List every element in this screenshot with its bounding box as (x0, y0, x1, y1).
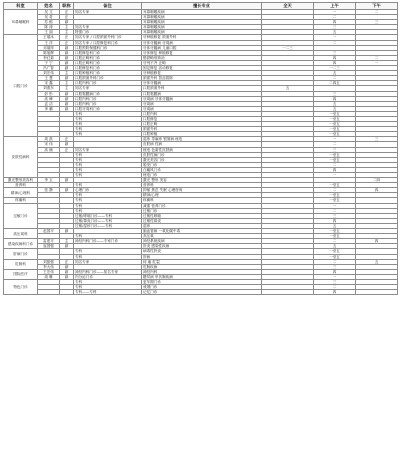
header-afternoon: 下午 (356, 3, 398, 10)
note-cell: 口腔修复科门诊 (74, 50, 142, 55)
note-cell: 专科 (74, 122, 142, 127)
morning-cell: 一至五 (314, 254, 356, 259)
morning-cell: 三 (314, 91, 356, 96)
doctor-title-cell: 副 (60, 106, 74, 111)
doctor-name-cell: 张 静 (38, 188, 60, 193)
header-row (4, 3, 398, 10)
doctor-name-cell (38, 290, 60, 295)
doctor-name-cell: 邓瑞萍 (38, 45, 60, 50)
doctor-name-cell: 宋 伟 (38, 142, 60, 147)
note-cell: 口腔黏膜病门诊 (74, 91, 142, 96)
morning-cell: 四 (314, 20, 356, 25)
doctor-name-cell: 刘宏伟 (38, 71, 60, 76)
morning-cell: 一至五 (314, 127, 356, 132)
specialty-cell: 牙种植修复 (142, 71, 262, 76)
department-cell: 感染疾病科门诊 (4, 239, 38, 249)
specialty-cell: 固定修复 活动修复 (142, 66, 262, 71)
table-header (4, 3, 398, 10)
morning-cell: 五 (314, 106, 356, 111)
specialty-cell: 肛肠疾病 (142, 264, 262, 269)
note-cell: 口腔牙周科门诊 (74, 106, 142, 111)
morning-cell: 一至五 (314, 229, 356, 234)
doctor-title-cell: 主 (60, 239, 74, 244)
doctor-title-cell: 主 (60, 86, 74, 91)
doctor-name-cell: 李 玉 (38, 178, 60, 183)
morning-cell: 一至五 (314, 193, 356, 198)
specialty-cell: 牙体牙髓病 儿童口腔 (142, 45, 262, 50)
specialty-cell: 更年期门诊 (142, 279, 262, 284)
afternoon-cell: 四 (356, 188, 398, 193)
specialty-cell: 脑血管病 一氧化碳中毒 (142, 229, 262, 234)
specialty-cell: 耳鼻咽喉疾病 (142, 25, 262, 30)
doctor-name-cell: 崔国强 (38, 244, 60, 249)
header-note: 备注 (74, 3, 142, 10)
note-cell: 神经内科门诊——知名专家 (74, 269, 142, 274)
department-cell: 激光整形美容科 (4, 178, 38, 183)
specialty-cell: 湿疹 荨麻疹 银屑病 痤疮 (142, 137, 262, 142)
full-day-cell (262, 290, 314, 295)
doctor-title-cell: 副 (60, 76, 74, 81)
afternoon-cell: 三 (356, 137, 398, 142)
morning-cell: 三 (314, 264, 356, 269)
outpatient-schedule-table (3, 2, 398, 295)
doctor-name-cell: 李红菊 (38, 55, 60, 60)
morning-cell: 三 (314, 147, 356, 152)
morning-cell: 四 (314, 60, 356, 65)
doctor-name-cell: 雷建平 (38, 239, 60, 244)
doctor-name-cell: 高 楠 (38, 147, 60, 152)
morning-cell: 五 (314, 223, 356, 228)
note-cell: 口腔内科门诊 (74, 81, 142, 86)
morning-cell: 二 (314, 285, 356, 290)
morning-cell: 四 (314, 290, 356, 295)
specialty-cell: 耳鼻咽喉疾病 (142, 15, 262, 20)
doctor-name-cell: 王 丽 (38, 30, 60, 35)
specialty-cell: 痤疮 色素性皮肤病 (142, 147, 262, 152)
note-cell: 过敏/鼻炎门诊——专科 (74, 218, 142, 223)
note-cell: 专科 (74, 183, 142, 188)
note-cell: 专科 (74, 285, 142, 290)
doctor-title-cell: 副 (60, 188, 74, 193)
morning-cell: 一至五 (314, 116, 356, 121)
note-cell: 专科 (74, 198, 142, 203)
morning-cell: 一 (314, 10, 356, 15)
note-cell: 神经内科门诊——专家门诊 (74, 239, 142, 244)
doctor-name-cell: 王 慧 (38, 76, 60, 81)
note-cell: 口腔颌面外科门诊 (74, 76, 142, 81)
doctor-name-cell: 冯广智 (38, 66, 60, 71)
doctor-title-cell: 正 (60, 35, 74, 40)
note-cell: 过敏/湿疹门诊——专科 (74, 223, 142, 228)
morning-cell: 一至五 (314, 152, 356, 157)
specialty-cell: 口腔修复 (142, 116, 262, 121)
doctor-title-cell: 副 (60, 45, 74, 50)
specialty-cell: 皮肤病 性病 (142, 142, 262, 147)
doctor-title-cell: 副 (60, 269, 74, 274)
morning-cell: 一至五 (314, 198, 356, 203)
full-day-cell: 五 (262, 86, 314, 91)
morning-cell: 二 (314, 40, 356, 45)
note-cell: 专科 (74, 254, 142, 259)
note-cell: 心理门诊 (74, 188, 142, 193)
afternoon-cell: 三 (356, 20, 398, 25)
morning-cell: 三 (314, 213, 356, 218)
doctor-title-cell: 副 (60, 101, 74, 106)
specialty-cell: 抑郁 焦虑 失眠 心理咨询 (142, 188, 262, 193)
specialty-cell: 牙体牙髓病 (142, 81, 262, 86)
note-cell: 专科 (74, 127, 142, 132)
morning-cell: 五 (314, 71, 356, 76)
note-cell: 专科 (74, 234, 142, 239)
specialty-cell: 白癜风门诊 (142, 167, 262, 172)
morning-cell: 五 (314, 101, 356, 106)
specialty-cell: 激光 整形 美容 (142, 178, 262, 183)
doctor-title-cell: 主 (60, 81, 74, 86)
morning-cell: 二 (314, 188, 356, 193)
doctor-name-cell: 刘燕东 (38, 86, 60, 91)
specialty-cell: 口腔内科 (142, 111, 262, 116)
note-cell: 专科 (74, 152, 142, 157)
note-cell: 知名专家 (74, 86, 142, 91)
note-cell: 专科 (74, 162, 142, 167)
note-cell: 专科 (74, 249, 142, 254)
morning-cell: 一至五 (314, 183, 356, 188)
note-cell: 专科 (74, 167, 142, 172)
specialty-cell: 牙种植修复 颌面外科 (142, 35, 262, 40)
afternoon-cell: 二 (356, 10, 398, 15)
doctor-name-cell: 于 宁 (38, 60, 60, 65)
morning-cell: 二 (314, 142, 356, 147)
header-morning: 上午 (314, 3, 356, 10)
doctor-name-cell: 李 鹏 (38, 106, 60, 111)
note-cell: 口腔内科门诊 (74, 101, 142, 106)
note-cell: 过敏/哮喘门诊——专科 (74, 213, 142, 218)
note-cell: 专科 (74, 116, 142, 121)
morning-cell: 一至五 (314, 234, 356, 239)
specialty-cell: 牙周病 牙体牙髓病 (142, 96, 262, 101)
afternoon-cell: 二四 (356, 178, 398, 183)
note-cell: 专科 (74, 279, 142, 284)
afternoon-cell: 一 (356, 60, 398, 65)
doctor-title-cell: 副 (60, 96, 74, 101)
doctor-name-cell: 彭 彤 (38, 91, 60, 96)
morning-cell: 四 (314, 167, 356, 172)
doctor-title-cell (60, 290, 74, 295)
note-cell: 口腔预防保健科门诊 (74, 45, 142, 50)
note-cell: 专科 (74, 173, 142, 178)
doctor-title-cell: 副 (60, 55, 74, 60)
morning-cell: 三 (314, 50, 356, 55)
morning-cell: 四 (314, 269, 356, 274)
note-cell: 知名专家 / 口腔颌面外科门诊 (74, 35, 142, 40)
specialty-cell: 颌面外科 智齿拔除 (142, 76, 262, 81)
doctor-title-cell: 副 (60, 178, 74, 183)
morning-cell: 一 (314, 203, 356, 208)
specialty-cell: 口腔颌面外科 (142, 86, 262, 91)
specialty-cell: 皮肤性病门诊 (142, 152, 262, 157)
doctor-name-cell: 王瑞冰 (38, 35, 60, 40)
specialty-cell: 口腔黏膜病 (142, 91, 262, 96)
morning-cell: 四 (314, 218, 356, 223)
doctor-title-cell: 副 (60, 264, 74, 269)
department-cell: 皮肤性病科 (4, 137, 38, 178)
morning-cell: 四 (314, 55, 356, 60)
specialty-cell: 颌面外科 (142, 127, 262, 132)
table-row (4, 290, 398, 295)
department-cell: 肛肠科 (4, 259, 38, 269)
morning-cell: 一至五 (314, 111, 356, 116)
doctor-name-cell: 赵国平 (38, 229, 60, 234)
specialty-cell: 记忆门诊 (142, 290, 262, 295)
header-name: 姓名 (38, 3, 60, 10)
specialty-cell: 牙周病 (142, 101, 262, 106)
doctor-title-cell: 副 (60, 60, 74, 65)
department-cell: 口腔门诊 (4, 35, 38, 137)
specialty-cell: 精神/心理 (142, 193, 262, 198)
specialty-cell: 口腔正畸 (142, 122, 262, 127)
doctor-title-cell: 副 (60, 274, 74, 279)
note-cell: 专科 (74, 157, 142, 162)
specialty-cell: 高压氧 (142, 234, 262, 239)
afternoon-cell: 二 (356, 55, 398, 60)
doctor-name-cell: 李大伟 (38, 264, 60, 269)
doctor-title-cell: 正 (60, 40, 74, 45)
note-cell: 专科 (74, 111, 142, 116)
specialty-cell: 脱发门诊 (142, 162, 262, 167)
note-cell: 口腔正畸科门诊 (74, 55, 142, 60)
header-title: 职称 (60, 3, 74, 10)
note-cell: 口腔正畸科门诊 (74, 60, 142, 65)
header-specialty: 擅长专业 (142, 3, 262, 10)
morning-cell: 四 (314, 96, 356, 101)
doctor-name-cell: 陈旭辉 (38, 50, 60, 55)
doctor-name-cell: 王宏伟 (38, 269, 60, 274)
specialty-cell: 湿疹 (142, 223, 262, 228)
note-cell: 专科 (74, 132, 142, 137)
note-cell: 知名专家 (74, 259, 142, 264)
doctor-name-cell: 宋 鑫 (38, 81, 60, 86)
note-cell: 知名专家 (74, 10, 142, 15)
note-cell: 知名专家 / 口腔修复科门诊 (74, 40, 142, 45)
header-department: 科室 (4, 3, 38, 10)
doctor-title-cell: 副 (60, 50, 74, 55)
afternoon-cell: 四 (356, 239, 398, 244)
note-cell: 专科 (74, 193, 142, 198)
note-cell: 专科 (74, 203, 142, 208)
specialty-cell: 牙列不齐 正畸 (142, 60, 262, 65)
department-cell: 营养科 (4, 183, 38, 188)
note-cell: 口腔种植科门诊 (74, 71, 142, 76)
specialty-cell: 过敏门诊 (142, 208, 262, 213)
department-cell: 国际医疗 (4, 269, 38, 279)
department-cell: 过敏门诊 (4, 203, 38, 228)
specialty-cell: 营养科 (142, 183, 262, 188)
specialty-cell: 耳鼻咽喉疾病 (142, 10, 262, 15)
specialty-cell: 戒烟门诊 (142, 285, 262, 290)
department-cell: 特色门诊 (4, 279, 38, 294)
specialty-cell: 牙体牙髓病 牙周病 (142, 40, 262, 45)
department-cell: 疼痛科 (4, 198, 38, 203)
note-cell: 口腔内科门诊 (74, 96, 142, 101)
specialty-cell: 耳鼻咽喉疾病 (142, 20, 262, 25)
note-cell: 内分泌门诊 (74, 274, 142, 279)
morning-cell: 五 (314, 30, 356, 35)
specialty-cell: 激光美容门诊 (142, 157, 262, 162)
morning-cell: 二 (314, 162, 356, 167)
morning-cell: 一 (314, 274, 356, 279)
specialty-cell: 减重 营养门诊 (142, 203, 262, 208)
morning-cell: 一至五 (314, 249, 356, 254)
specialty-cell: 痤疮门诊 (142, 173, 262, 178)
specialty-cell: 神经内科 (142, 269, 262, 274)
doctor-title-cell: 副 (60, 244, 74, 249)
morning-cell: 三 (314, 25, 356, 30)
doctor-title-cell: 正 (60, 15, 74, 20)
morning-cell: 二 (314, 259, 356, 264)
doctor-name-cell: 刘振强 (38, 259, 60, 264)
doctor-name-cell: 吴 奇 (38, 15, 60, 20)
morning-cell: 一 (314, 173, 356, 178)
doctor-title-cell: 正 (60, 10, 74, 15)
doctor-name-cell: 王 洋 (38, 40, 60, 45)
morning-cell: 二 (314, 208, 356, 213)
doctor-title-cell: 正 (60, 147, 74, 152)
doctor-title-cell: 主 (60, 71, 74, 76)
doctor-title-cell: 主 (60, 30, 74, 35)
specialty-cell: 口腔种植 (142, 132, 262, 137)
department-cell: 肝病门诊 (4, 249, 38, 259)
doctor-name-cell: 周 琳 (38, 274, 60, 279)
doctor-title-cell: 正 (60, 259, 74, 264)
table-body (4, 10, 398, 295)
doctor-name-cell: 吴 文 (38, 10, 60, 15)
morning-cell: 二 (314, 15, 356, 20)
specialty-cell: 肝炎 感染性疾病 (142, 244, 262, 249)
morning-cell: 一 (314, 35, 356, 40)
specialty-cell: 耳鼻咽喉疾病 (142, 30, 262, 35)
note-cell: 知名专家 (74, 147, 142, 152)
doctor-title-cell: 副 (60, 229, 74, 234)
morning-cell: 一 (314, 137, 356, 142)
note-cell: 专科——专科 (74, 290, 142, 295)
note-cell: 口腔修复科门诊 (74, 66, 142, 71)
specialty-cell: 糖尿病 甲状腺疾病 (142, 274, 262, 279)
morning-cell: 一至五 (314, 132, 356, 137)
specialty-cell: 肝病 (142, 254, 262, 259)
specialty-cell: 过敏性鼻炎 (142, 218, 262, 223)
department-cell: 高压氧科 (4, 229, 38, 239)
note-cell: 特需门诊 (74, 30, 142, 35)
morning-cell: 三 (314, 279, 356, 284)
specialty-cell: 牙周病 (142, 106, 262, 111)
morning-cell: 一至五 (314, 157, 356, 162)
morning-cell: 一至五 (314, 122, 356, 127)
doctor-title-cell: 副 (60, 66, 74, 71)
morning-cell: 二 (314, 239, 356, 244)
morning-cell: 二 (314, 76, 356, 81)
header-full-day: 全天 (262, 3, 314, 10)
department-cell: 耳鼻咽喉科 (4, 10, 38, 35)
note-cell: 知名专家 (74, 25, 142, 30)
department-cell: 精神/心理科 (4, 188, 38, 198)
specialty-cell: 过敏性哮喘 (142, 213, 262, 218)
full-day-cell: 一二三 (262, 45, 314, 50)
morning-cell: 二四五 (314, 81, 356, 86)
doctor-name-cell: 苏 郁 (38, 20, 60, 25)
afternoon-cell: 五 (356, 259, 398, 264)
doctor-title-cell: 正 (60, 137, 74, 142)
doctor-name-cell: 陈 涛 (38, 25, 60, 30)
afternoon-cell (356, 290, 398, 295)
doctor-name-cell: 高 峰 (38, 96, 60, 101)
specialty-cell: 神经系统疾病 (142, 239, 262, 244)
specialty-cell: 痔 瘘 肛裂 (142, 259, 262, 264)
specialty-cell: 牙体修复 种植修复 (142, 50, 262, 55)
doctor-title-cell: 主 (60, 25, 74, 30)
doctor-name-cell: 周 凯 (38, 137, 60, 142)
doctor-name-cell: 孟 洁 (38, 101, 60, 106)
morning-cell: 一二三 (314, 66, 356, 71)
doctor-title-cell: 副 (60, 91, 74, 96)
doctor-title-cell: 副 (60, 20, 74, 25)
note-cell: 专科 (74, 208, 142, 213)
specialty-cell: 错颌畸形矫治 (142, 55, 262, 60)
morning-cell: 五 (314, 244, 356, 249)
doctor-title-cell: 副 (60, 142, 74, 147)
specialty-cell: 病毒性肝炎 (142, 249, 262, 254)
specialty-cell: 疼痛科 (142, 198, 262, 203)
